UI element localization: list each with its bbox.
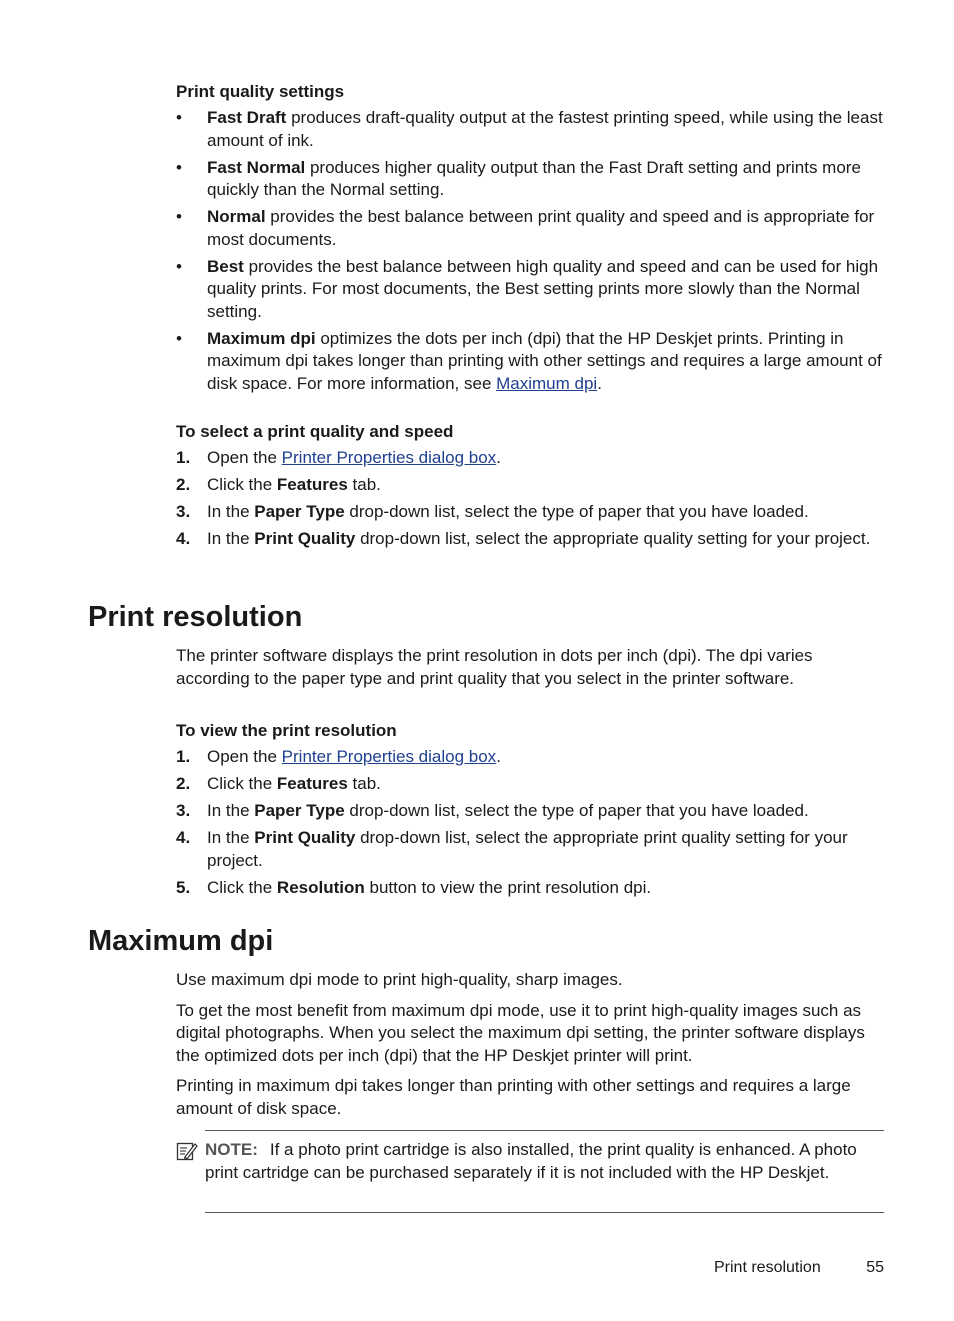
note-label: NOTE: — [205, 1140, 258, 1159]
printer-properties-link[interactable]: Printer Properties dialog box — [281, 747, 497, 766]
print-resolution-title: Print resolution — [88, 601, 303, 633]
quality-settings-heading: Print quality settings — [176, 82, 345, 101]
step-text: Click the — [207, 877, 277, 897]
bullet-text: provides the best balance between print quality and speed and is appropriate for most documents. — [207, 207, 875, 249]
printer-properties-link[interactable]: Printer Properties dialog box — [281, 448, 497, 467]
print-resolution-section — [176, 645, 886, 904]
note-body: If a photo print cartridge is also installed, the print quality is enhanced. A photo print cartridge can be purchased separately if it is not included with the HP Deskjet. — [205, 1140, 857, 1182]
note-pencil-icon — [176, 1140, 198, 1162]
view-resolution-heading: To view the print resolution — [176, 721, 397, 740]
step-text: In the — [207, 502, 255, 521]
print-resolution-intro: The printer software displays the print resolution in dots per inch (dpi). The dpi varies according to the paper type and print quality that you select in the printer software. — [176, 646, 813, 688]
step-number: 1. — [176, 747, 191, 766]
step-ui-term: Paper Type — [254, 502, 345, 521]
note-text-block — [205, 1139, 865, 1184]
step-text-after: drop-down list, select the type of paper that you have loaded. — [344, 801, 809, 820]
maximum-dpi-paragraph: Use maximum dpi mode to print high-quality, sharp images. — [176, 970, 623, 989]
step-text: Click the — [207, 475, 277, 494]
list-item — [176, 328, 886, 396]
step-item — [176, 800, 886, 823]
bullet-marker: • — [176, 328, 182, 348]
list-item — [176, 256, 886, 324]
step-number: 4. — [176, 529, 191, 548]
maximum-dpi-paragraph: Printing in maximum dpi takes longer than printing with other settings and requires a large amount of disk space. — [176, 1076, 851, 1118]
bullet-term: Fast Draft — [207, 108, 287, 127]
select-procedure-section — [176, 421, 886, 555]
step-text-after: tab. — [347, 774, 381, 793]
list-item — [176, 206, 886, 251]
step-item — [176, 447, 886, 470]
select-procedure-heading: To select a print quality and speed — [176, 422, 454, 441]
quality-settings-section — [176, 81, 886, 400]
step-text-after: drop-down list, select the type of paper that you have loaded. — [344, 502, 809, 521]
step-item — [176, 827, 886, 872]
step-text-after: tab. — [347, 475, 381, 494]
bullet-marker: • — [176, 207, 182, 226]
step-ui-term: Features — [276, 774, 348, 793]
step-number: 3. — [176, 801, 191, 820]
step-text: In the — [207, 801, 255, 820]
step-ui-term: Paper Type — [254, 801, 345, 820]
step-number: 2. — [176, 475, 191, 494]
step-text-after: button to view the print resolution dpi. — [364, 877, 652, 897]
step-text: Open the — [207, 448, 282, 467]
step-item — [176, 877, 886, 900]
view-resolution-steps — [176, 746, 886, 899]
step-number: 5. — [176, 877, 191, 897]
maximum-dpi-link[interactable]: Maximum dpi — [496, 373, 598, 393]
note-top-rule — [205, 1130, 884, 1131]
step-ui-term: Features — [276, 475, 348, 494]
list-item — [176, 157, 886, 202]
bullet-term: Maximum dpi — [207, 328, 316, 348]
step-text: Click the — [207, 774, 277, 793]
bullet-text: produces draft-quality output at the fastest printing speed, while using the least amount of ink. — [207, 108, 883, 150]
step-number: 2. — [176, 774, 191, 793]
step-ui-term: Print Quality — [254, 529, 356, 548]
bullet-marker: • — [176, 157, 182, 177]
bullet-term: Fast Normal — [207, 157, 306, 177]
select-procedure-steps — [176, 447, 886, 551]
bullet-term: Best — [207, 256, 244, 276]
maximum-dpi-section — [176, 969, 886, 1120]
step-text-after: drop-down list, select the appropriate quality setting for your project. — [355, 529, 871, 548]
bullet-text: optimizes the dots per inch (dpi) that the HP Deskjet prints. Printing in maximum dpi takes longer than printing with other settings and requires a large amount of disk space. For more information, see — [207, 328, 882, 393]
step-item — [176, 746, 886, 769]
bullet-marker: • — [176, 108, 182, 127]
maximum-dpi-title: Maximum dpi — [88, 925, 274, 957]
step-item — [176, 773, 886, 796]
step-text-after: . — [496, 448, 501, 467]
maximum-dpi-paragraph: To get the most benefit from maximum dpi mode, use it to print high-quality images such as digital photographs. When you select the maximum dpi setting, the printer software displays the optimized dots per inch (dpi) that the HP Deskjet printer will print. — [176, 1000, 865, 1065]
step-text: In the — [207, 529, 255, 548]
bullet-text: provides the best balance between high quality and speed and can be used for high quality prints. For most documents, the Best setting prints more slowly than the Normal setting. — [207, 256, 879, 321]
step-text: In the — [207, 828, 255, 847]
step-text: Open the — [207, 747, 282, 766]
bullet-marker: • — [176, 256, 182, 276]
footer-section-title: Print resolution — [714, 1259, 821, 1276]
step-item — [176, 501, 886, 524]
step-ui-term: Resolution — [276, 877, 365, 897]
note-box — [176, 1130, 884, 1214]
step-item — [176, 528, 886, 551]
list-item — [176, 107, 886, 152]
step-number: 3. — [176, 502, 191, 521]
quality-settings-list — [176, 107, 886, 395]
step-text-after: drop-down list, select the appropriate print quality setting for your project. — [207, 828, 848, 870]
step-number: 4. — [176, 828, 191, 847]
bullet-text: produces higher quality output than the Fast Draft setting and prints more quickly than the Normal setting. — [207, 157, 861, 199]
step-item — [176, 474, 886, 497]
page-number: 55 — [866, 1259, 884, 1276]
step-text-after: . — [496, 747, 501, 766]
step-ui-term: Print Quality — [254, 828, 356, 847]
note-bottom-rule — [205, 1212, 884, 1213]
bullet-term: Normal — [207, 207, 266, 226]
bullet-text-after: . — [597, 373, 602, 393]
step-number: 1. — [176, 448, 191, 467]
